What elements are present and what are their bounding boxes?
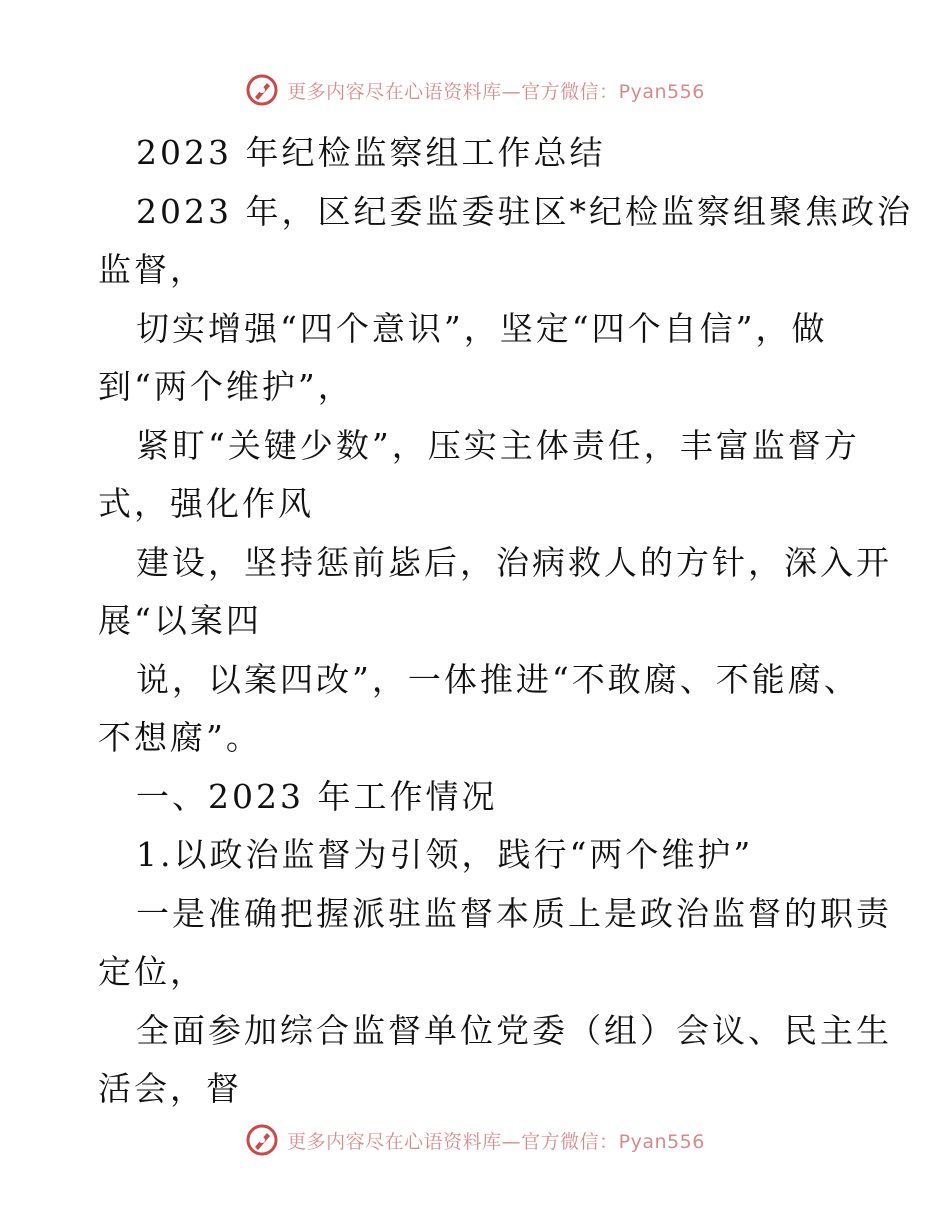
pen-logo-icon [245, 73, 279, 107]
pen-logo-icon [245, 1123, 279, 1157]
watermark-text: 更多内容尽在心语资料库—官方微信：Pyan556 [287, 80, 705, 103]
watermark-footer [0, 1120, 950, 1160]
text-line: 展“以案四 [98, 601, 262, 640]
subsection-heading: 1.以政治监督为引领，践行“两个维护” [136, 835, 754, 874]
document-title: 2023 年纪检监察组工作总结 [136, 133, 606, 172]
text-line: 紧盯“关键少数”，压实主体责任，丰富监督方 [136, 425, 860, 465]
watermark-header [0, 70, 950, 110]
text-line: 式，强化作风 [98, 484, 314, 523]
text-line: 不想腐”。 [98, 718, 262, 757]
text-line: 定位， [98, 952, 206, 991]
text-line: 监督， [98, 250, 206, 289]
watermark-text: 更多内容尽在心语资料库—官方微信：Pyan556 [287, 1130, 705, 1153]
document-body [98, 124, 913, 1119]
text-line: 说，以案四改”，一体推进“不敢腐、不能腐、 [136, 659, 860, 699]
text-line: 2023 年，区纪委监委驻区*纪检监察组聚焦政治 [136, 191, 913, 231]
text-line: 切实增强“四个意识”，坚定“四个自信”，做 [136, 308, 828, 348]
text-line: 一是准确把握派驻监督本质上是政治监督的职责 [136, 893, 892, 933]
section-heading: 一、2023 年工作情况 [136, 776, 498, 816]
text-line: 全面参加综合监督单位党委（组）会议、民主生 [136, 1010, 892, 1050]
text-line: 建设，坚持惩前毖后，治病救人的方针，深入开 [136, 542, 892, 582]
text-line: 到“两个维护”， [98, 367, 354, 406]
text-line: 活会，督 [98, 1069, 242, 1108]
